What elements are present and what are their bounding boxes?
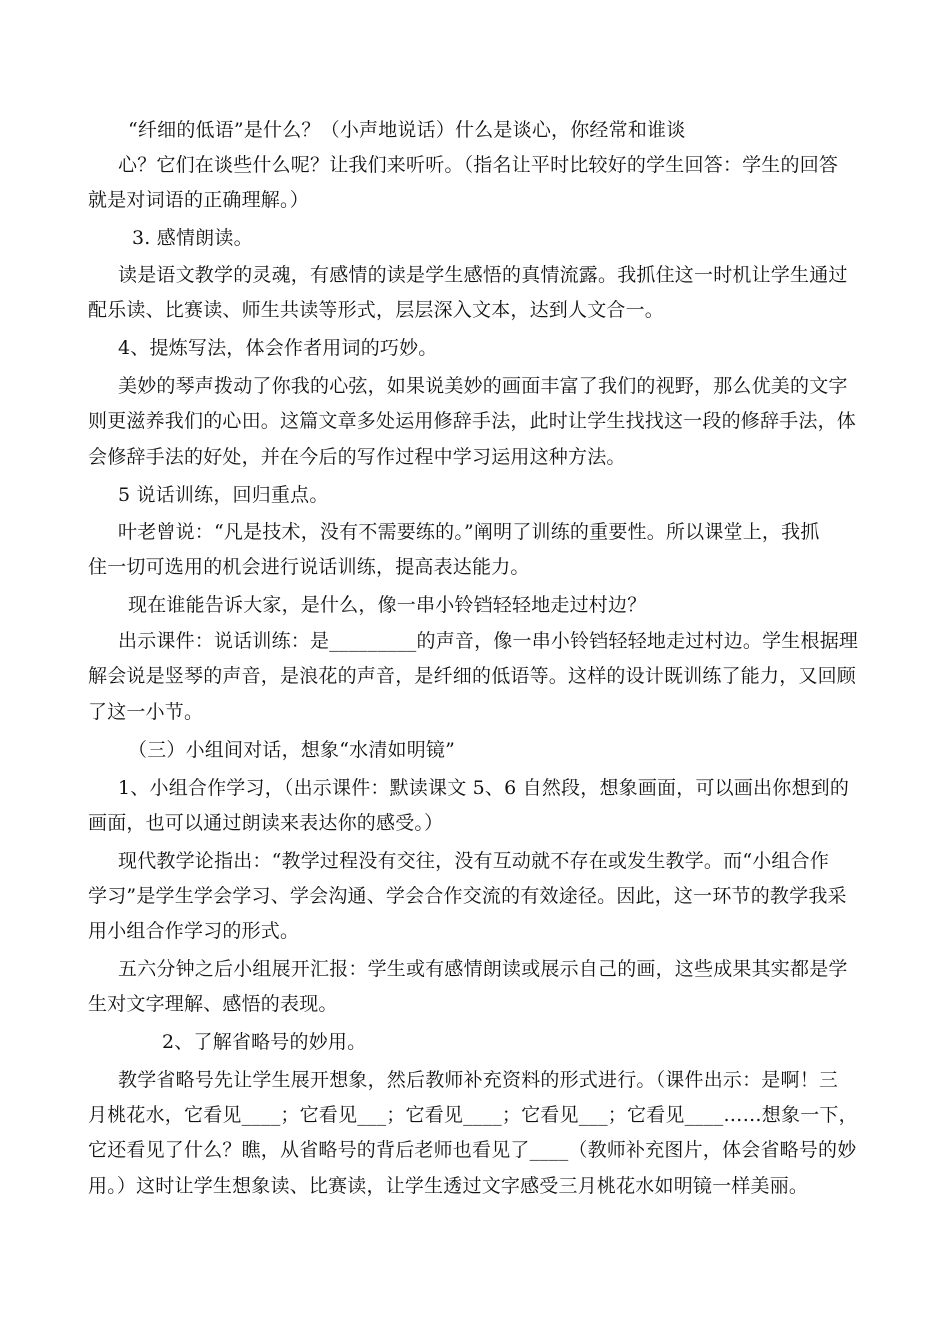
text-line-13: 住一切可选用的机会进行说话训练，提高表达能力。 [88, 556, 530, 578]
text-line-14: 现在谁能告诉大家，是什么，像一串小铃铛轻轻地走过村边？ [128, 594, 647, 616]
section-heading-5: 5 说话训练，回归重点。 [118, 484, 329, 506]
section-heading-4: 4、提炼写法，体会作者用词的巧妙。 [118, 337, 438, 359]
section-heading-2: 2、了解省略号的妙用。 [162, 1031, 367, 1053]
text-line-15: 出示课件：说话训练：是_________的声音，像一串小铃铛轻轻地走过村边。学生根据理 [118, 630, 859, 652]
text-line-16: 解会说是竖琴的声音，是浪花的声音，是纤细的低语等。这样的设计既训练了能力，又回顾 [88, 665, 857, 687]
text-line-1: “纤细的低语”是什么？（小声地说话）什么是谈心，你经常和谁谈 [128, 119, 686, 141]
text-line-17: 了这一小节。 [88, 701, 204, 723]
text-line-21: 现代教学论指出：“教学过程没有交往，没有互动就不存在或发生教学。而“小组合作 [118, 850, 830, 872]
text-line-2: 心？它们在谈些什么呢？让我们来听听。（指名让平时比较好的学生回答：学生的回答 [118, 154, 839, 176]
text-line-8: 美妙的琴声拨动了你我的心弦，如果说美妙的画面丰富了我们的视野，那么优美的文字 [118, 375, 848, 397]
text-line-24: 五六分钟之后小组展开汇报：学生或有感情朗读或展示自己的画，这些成果其实都是学 [118, 958, 848, 980]
section-heading-3: 3. 感情朗读。 [132, 227, 253, 249]
text-line-30: 用。）这时让学生想象读、比赛读，让学生透过文字感受三月桃花水如明镜一样美丽。 [88, 1175, 809, 1197]
text-line-5: 读是语文教学的灵魂，有感情的读是学生感悟的真情流露。我抓住这一时机让学生通过 [118, 264, 848, 286]
text-line-12: 叶老曾说：“凡是技术，没有不需要练的。”阐明了训练的重要性。所以课堂上，我抓 [118, 521, 820, 543]
text-line-20: 画面，也可以通过朗读来表达你的感受。） [88, 812, 444, 834]
text-line-3: 就是对词语的正确理解。） [88, 189, 309, 211]
text-line-19: 1、小组合作学习，（出示课件：默读课文 5、6 自然段，想象画面，可以画出你想到的 [118, 777, 850, 799]
text-line-29: 它还看见了什么？瞧，从省略号的背后老师也看见了____（教师补充图片，体会省略号的妙 [88, 1139, 857, 1161]
text-line-23: 用小组合作学习的形式。 [88, 920, 300, 942]
text-line-22: 学习”是学生学会学习、学会沟通、学会合作交流的有效途径。因此，这一环节的教学我采 [88, 885, 847, 907]
text-line-27: 教学省略号先让学生展开想象，然后教师补充资料的形式进行。（课件出示：是啊！三 [118, 1069, 839, 1091]
text-line-10: 会修辞手法的好处，并在今后的写作过程中学习运用这种方法。 [88, 446, 626, 468]
text-line-6: 配乐读、比赛读、师生共读等形式，层层深入文本，达到人文合一。 [88, 299, 665, 321]
text-line-25: 生对文字理解、感悟的表现。 [88, 993, 338, 1015]
text-line-9: 则更滋养我们的心田。这篇文章多处运用修辞手法，此时让学生找找这一段的修辞手法，体 [88, 410, 857, 432]
text-line-28: 月桃花水，它看见____；它看见___；它看见____；它看见___；它看见____……想象一下， [88, 1104, 858, 1126]
section-heading-three: （三）小组间对话，想象“水清如明镜” [128, 739, 456, 761]
